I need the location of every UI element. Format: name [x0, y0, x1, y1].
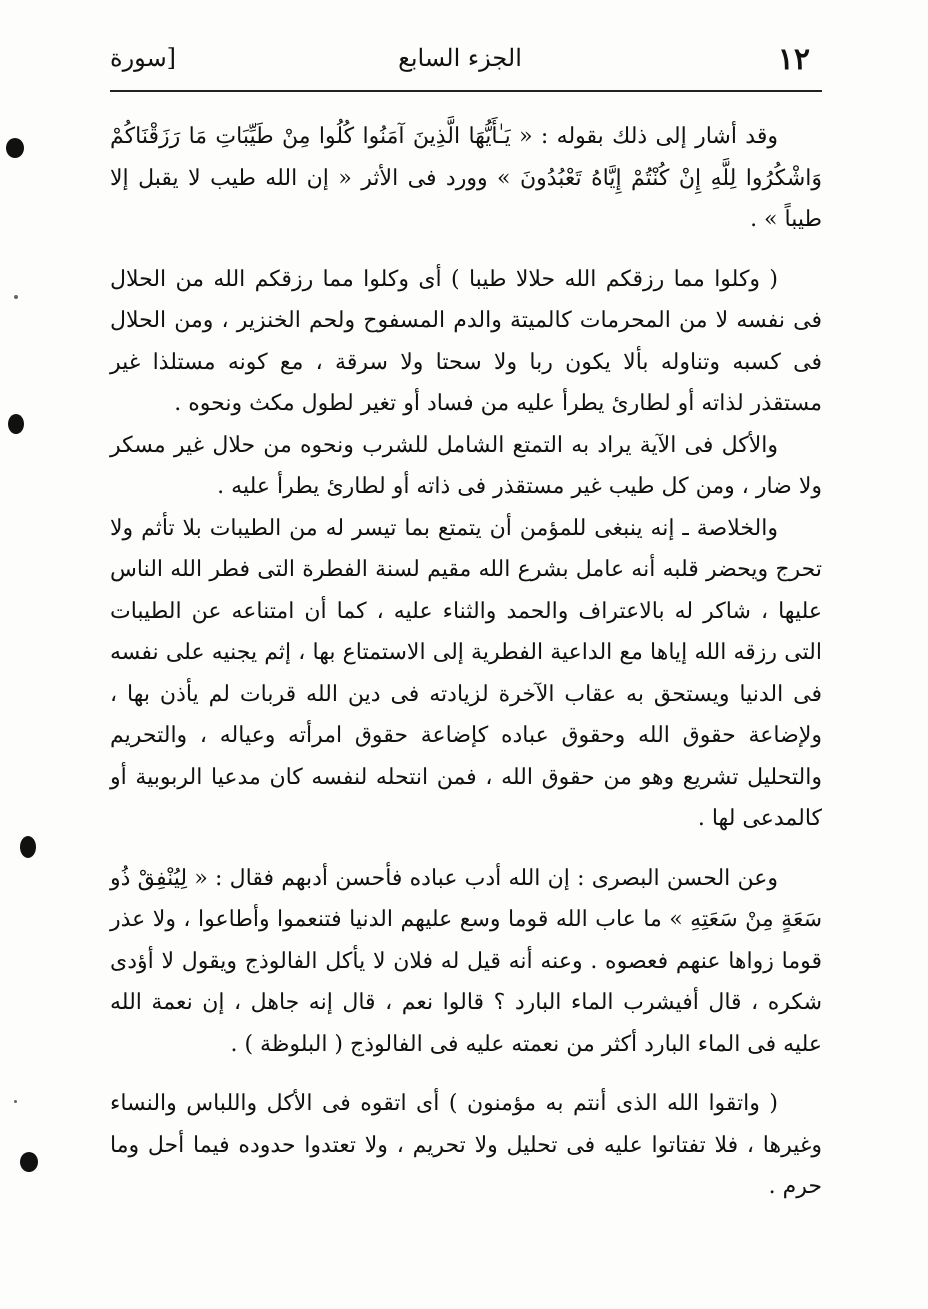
part-title: الجزء السابع	[398, 44, 522, 72]
binding-hole-mark	[20, 1152, 38, 1172]
paragraph-1: وقد أشار إلى ذلك بقوله : « يَـٰأَيُّهَا الَّذِينَ آمَنُوا كُلُوا مِنْ طَيِّبَاتِ مَا رَزَقْنَاكُمْ وَاشْكُرُوا لِلَّهِ إِنْ كُنْتُمْ إِيَّاهُ تَعْبُدُونَ » وورد فى الأثر « إن الله طيب لا يقبل إلا طيباً » .	[110, 124, 822, 232]
page-body	[110, 116, 822, 1208]
paragraph-4: والخلاصة ـ إنه ينبغى للمؤمن أن يتمتع بما تيسر له من الطيبات بلا تأثم ولا تحرج ويحضر قلبه أنه عامل بشرع الله مقيم لسنة الفطرة التى فطر الله الناس عليها ، شاكر له بالاعتراف والحمد والثناء عليه ، كما أن امتناعه عن الطيبات التى رزقه الله إياها مع الداعية الفطرية إلى الاستمتاع بها ، إثم يجنيه على نفسه فى الدنيا ويستحق به عقاب الآخرة لزيادته فى دين الله قربات لم يأذن بها ، ولإضاعة حقوق الله وحقوق عباده كإضاعة حقوق امرأته وعياله ، والتحريم والتحليل تشريع وهو من حقوق الله ، فمن انتحله لنفسه كان مدعيا الربوبية أو كالمدعى لها .	[110, 515, 822, 831]
surah-label: [سورة	[110, 44, 177, 72]
paragraph-3: والأكل فى الآية يراد به التمتع الشامل للشرب ونحوه من حلال غير مسكر ولا ضار ، ومن كل طيب غير مستقذر فى ذاته أو لطارئ يطرأ عليه .	[110, 432, 822, 499]
paragraph-6: ( واتقوا الله الذى أنتم به مؤمنون ) أى اتقوه فى الأكل واللباس والنساء وغيرها ، فلا تفتاتوا عليه فى تحليل ولا تحريم ، ولا تعتدوا حدوده فيما أحل وما حرم .	[110, 1091, 822, 1199]
binding-hole-mark	[6, 138, 24, 158]
scan-speck	[14, 295, 18, 299]
page-number: ١٢	[777, 42, 810, 77]
paragraph-2: ( وكلوا مما رزقكم الله حلالا طيبا ) أى وكلوا مما رزقكم الله من الحلال فى نفسه لا من المحرمات كالميتة والدم المسفوح ولحم الخنزير ، ومن الحلال فى كسبه وتناوله بألا يكون ربا ولا سحتا ولا سرقة ، مع كونه مستلذا غير مستقذر لذاته أو لطارئ يطرأ عليه من فساد أو تغير لطول مكث ونحوه .	[110, 266, 822, 416]
binding-hole-mark	[20, 836, 36, 858]
header-rule	[110, 90, 822, 92]
page-header	[110, 38, 810, 88]
binding-hole-mark	[8, 414, 24, 434]
scan-speck	[14, 1100, 17, 1103]
paragraph-5: وعن الحسن البصرى : إن الله أدب عباده فأحسن أدبهم فقال : « لِيُنْفِقْ ذُو سَعَةٍ مِنْ سَعَتِهِ » ما عاب الله قوما وسع عليهم الدنيا فتنعموا وأطاعوا ، ولا عذر قوما زواها عنهم فعصوه . وعنه أنه قيل له فلان لا يأكل الفالوذج ويقول لا أؤدى شكره ، قال أفيشرب الماء البارد ؟ قالوا نعم ، قال إنه جاهل ، إن نعمة الله عليه فى الماء البارد أكثر من نعمته عليه فى الفالوذج ( البلوظة ) .	[110, 865, 822, 1057]
